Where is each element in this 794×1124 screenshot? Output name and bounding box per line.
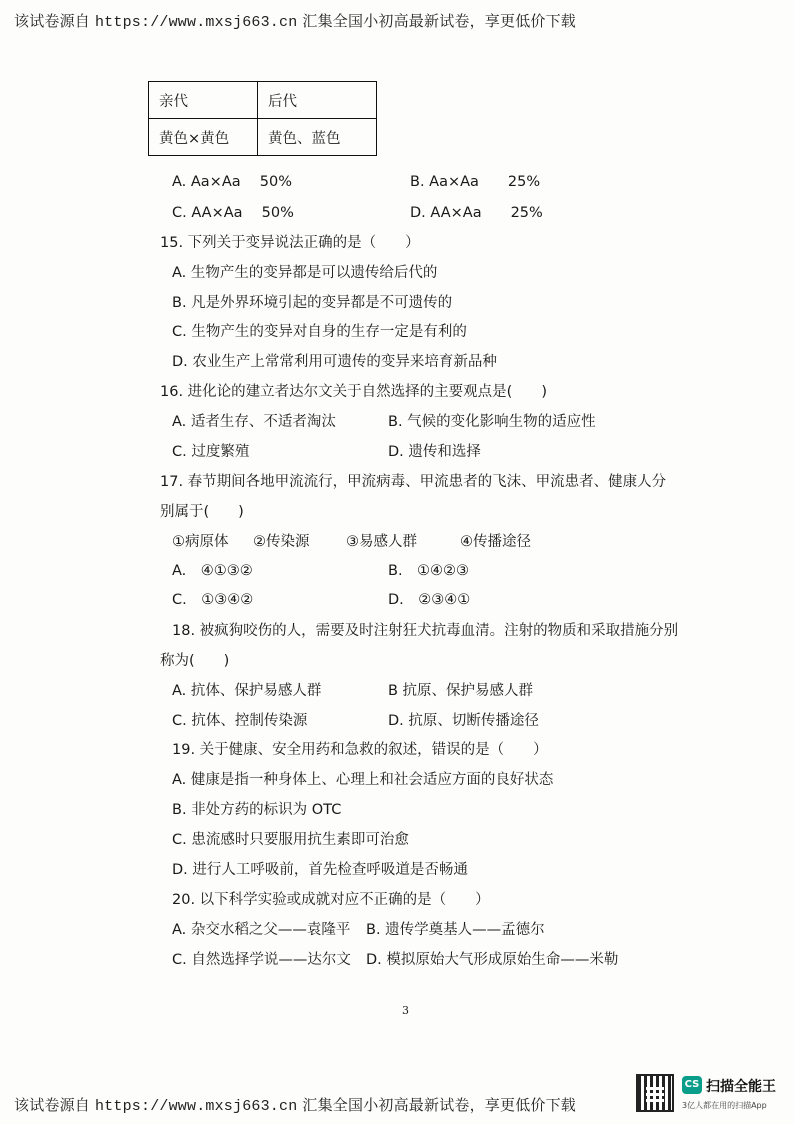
q15-option-a: A. 生物产生的变异都是可以遗传给后代的 [172, 265, 438, 281]
q20-stem: 20. 以下科学实验或成就对应不正确的是（ ） [172, 892, 490, 908]
q17-option-a: A. ④①③② [172, 563, 253, 579]
q17-stem-line1: 17. 春节期间各地甲流流行，甲流病毒、甲流患者的飞沫、甲流患者、健康人分 [160, 474, 667, 490]
q14-option-c: C. AA×Aa 50% [172, 205, 294, 221]
q20-option-b: B. 遗传学奠基人——孟德尔 [366, 922, 545, 938]
q18-option-a: A. 抗体、保护易感人群 [172, 683, 322, 699]
q16-option-a: A. 适者生存、不适者淘汰 [172, 414, 336, 430]
banner-prefix: 该试卷源自 [14, 12, 91, 30]
q15-stem: 15. 下列关于变异说法正确的是（ ） [160, 235, 420, 251]
q17-option-c: C. ①③④② [172, 592, 254, 608]
banner-url[interactable]: https://www.mxsj663.cn [94, 14, 298, 31]
q20-option-d: D. 模拟原始大气形成原始生命——米勒 [366, 952, 619, 968]
q14-option-a: A. Aa×Aa 50% [172, 174, 292, 190]
q17-item-1: ①病原体 [172, 534, 229, 550]
q20-option-c: C. 自然选择学说——达尔文 [172, 952, 351, 968]
table-row [149, 119, 377, 156]
q16-stem: 16. 进化论的建立者达尔文关于自然选择的主要观点是( ) [160, 384, 547, 400]
scanner-app-name: 扫描全能王 [706, 1079, 776, 1095]
q17-item-2: ②传染源 [253, 534, 310, 550]
q15-option-b: B. 凡是外界环境引起的变异都是不可遗传的 [172, 295, 453, 311]
q19-option-a: A. 健康是指一种身体上、心理上和社会适应方面的良好状态 [172, 772, 554, 788]
page-number: 3 [402, 1004, 409, 1017]
q16-option-d: D. 遗传和选择 [388, 444, 481, 460]
q16-option-c: C. 过度繁殖 [172, 444, 250, 460]
scanner-tagline: 3亿人都在用的扫描App [682, 1101, 767, 1110]
scanner-watermark [636, 1072, 786, 1118]
q17-option-b: B. ①④②③ [388, 563, 470, 579]
q19-option-c: C. 患流感时只要服用抗生素即可治愈 [172, 832, 409, 848]
parent-offspring-table [148, 81, 377, 156]
table-header-row [149, 82, 377, 119]
q17-item-4: ④传播途径 [460, 534, 531, 550]
banner-suffix: 汇集全国小初高最新试卷，享更低价下载 [302, 12, 576, 30]
source-banner-bottom [14, 1094, 576, 1115]
camscanner-logo-icon: CS [682, 1076, 702, 1094]
q15-option-d: D. 农业生产上常常利用可遗传的变异来培育新品种 [172, 354, 497, 370]
source-banner-top [14, 10, 576, 31]
q15-option-c: C. 生物产生的变异对自身的生存一定是有利的 [172, 324, 467, 340]
q14-option-b: B. Aa×Aa 25% [410, 174, 541, 190]
banner-prefix: 该试卷源自 [14, 1096, 91, 1114]
q18-stem-line2: 称为( ) [160, 653, 230, 669]
q17-option-d: D. ②③④① [388, 592, 471, 608]
table-header-parent: 亲代 [149, 82, 258, 119]
q19-stem: 19. 关于健康、安全用药和急救的叙述，错误的是（ ） [172, 742, 548, 758]
q17-stem-line2: 别属于( ) [160, 504, 244, 520]
table-cell-parent: 黄色×黄色 [149, 119, 258, 156]
q16-option-b: B. 气候的变化影响生物的适应性 [388, 414, 596, 430]
q19-option-d: D. 进行人工呼吸前，首先检查呼吸道是否畅通 [172, 862, 468, 878]
q18-stem-line1: 18. 被疯狗咬伤的人，需要及时注射狂犬抗毒血清。注射的物质和采取措施分别 [172, 623, 679, 639]
q18-option-b: B 抗原、保护易感人群 [388, 683, 534, 699]
table-header-offspring: 后代 [258, 82, 377, 119]
table-cell-offspring: 黄色、蓝色 [258, 119, 377, 156]
qr-code-icon [636, 1074, 674, 1112]
q14-option-d: D. AA×Aa 25% [410, 205, 543, 221]
q20-option-a: A. 杂交水稻之父——袁隆平 [172, 922, 351, 938]
q17-item-3: ③易感人群 [346, 534, 417, 550]
banner-suffix: 汇集全国小初高最新试卷，享更低价下载 [302, 1096, 576, 1114]
q18-option-c: C. 抗体、控制传染源 [172, 713, 308, 729]
q18-option-d: D. 抗原、切断传播途径 [388, 713, 539, 729]
q19-option-b: B. 非处方药的标识为 OTC [172, 802, 342, 818]
banner-url[interactable]: https://www.mxsj663.cn [94, 1098, 298, 1115]
